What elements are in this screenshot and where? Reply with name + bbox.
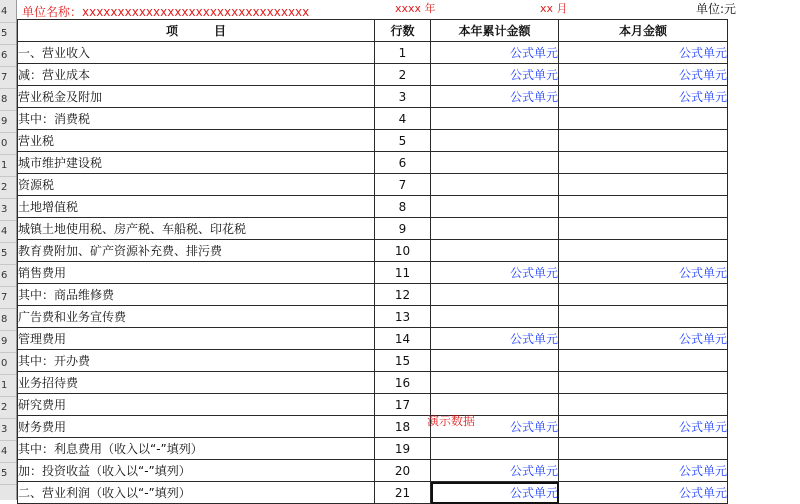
table-row — [18, 460, 728, 482]
row-number[interactable]: 7 — [0, 67, 16, 89]
line-no-cell[interactable]: 13 — [375, 306, 431, 328]
table-row — [18, 108, 728, 130]
row-number[interactable]: 9 — [0, 331, 16, 353]
table-row — [18, 438, 728, 460]
month-amount-cell[interactable] — [559, 240, 728, 262]
table-row — [18, 394, 728, 416]
line-no-cell[interactable]: 16 — [375, 372, 431, 394]
table-row — [18, 196, 728, 218]
item-cell[interactable]: 减：营业成本 — [18, 64, 375, 86]
ytd-amount-cell[interactable] — [431, 350, 559, 372]
row-number[interactable]: 2 — [0, 177, 16, 199]
line-no-cell[interactable]: 17 — [375, 394, 431, 416]
ytd-amount-cell[interactable]: 公式单元 — [431, 42, 559, 64]
row-number-column — [0, 0, 17, 500]
header-item[interactable]: 项 目 — [18, 20, 375, 42]
ytd-amount-cell[interactable]: 公式单元 — [431, 64, 559, 86]
ytd-amount-cell[interactable]: 公式单元 — [431, 262, 559, 284]
item-cell[interactable]: 一、营业收入 — [18, 42, 375, 64]
item-cell[interactable]: 其中：消费税 — [18, 108, 375, 130]
item-cell[interactable]: 其中：利息费用（收入以“-”填列） — [18, 438, 375, 460]
item-cell[interactable]: 广告费和业务宣传费 — [18, 306, 375, 328]
table-header-row — [18, 20, 728, 42]
report-header — [17, 0, 800, 20]
row-number[interactable]: 2 — [0, 397, 16, 419]
report-month[interactable]: xx 月 — [540, 2, 568, 15]
ytd-amount-cell[interactable] — [431, 108, 559, 130]
month-amount-cell[interactable] — [559, 438, 728, 460]
ytd-amount-cell[interactable] — [431, 130, 559, 152]
month-amount-cell[interactable]: 公式单元 — [559, 328, 728, 350]
ytd-amount-cell[interactable] — [431, 152, 559, 174]
item-cell[interactable]: 资源税 — [18, 174, 375, 196]
month-amount-cell[interactable] — [559, 306, 728, 328]
ytd-amount-cell[interactable] — [431, 372, 559, 394]
currency-unit: 单位:元 — [696, 2, 737, 16]
row-number[interactable]: 5 — [0, 463, 16, 485]
table-row — [18, 328, 728, 350]
line-no-cell[interactable]: 15 — [375, 350, 431, 372]
row-number[interactable]: 0 — [0, 353, 16, 375]
row-number[interactable]: 4 — [0, 441, 16, 463]
header-line-no[interactable]: 行数 — [375, 20, 431, 42]
line-no-cell[interactable]: 10 — [375, 240, 431, 262]
month-amount-cell[interactable] — [559, 196, 728, 218]
table-row — [18, 42, 728, 64]
item-cell[interactable]: 业务招待费 — [18, 372, 375, 394]
line-no-cell[interactable]: 18 — [375, 416, 431, 438]
ytd-amount-cell[interactable] — [431, 438, 559, 460]
item-cell[interactable]: 其中：开办费 — [18, 350, 375, 372]
ytd-amount-cell[interactable]: 公式单元 — [431, 482, 559, 504]
line-no-cell[interactable]: 3 — [375, 86, 431, 108]
line-no-cell[interactable]: 19 — [375, 438, 431, 460]
row-number[interactable]: 7 — [0, 287, 16, 309]
month-amount-cell[interactable] — [559, 174, 728, 196]
table-row — [18, 152, 728, 174]
table-row — [18, 416, 728, 438]
month-amount-cell[interactable] — [559, 350, 728, 372]
item-cell[interactable]: 城镇土地使用税、房产税、车船税、印花税 — [18, 218, 375, 240]
item-cell[interactable]: 销售费用 — [18, 262, 375, 284]
row-number[interactable]: 8 — [0, 309, 16, 331]
header-ytd[interactable]: 本年累计金额 — [431, 20, 559, 42]
ytd-amount-cell[interactable]: 公式单元 — [431, 328, 559, 350]
table-row — [18, 64, 728, 86]
ytd-amount-cell[interactable]: 公式单元 — [431, 86, 559, 108]
month-amount-cell[interactable] — [559, 372, 728, 394]
line-no-cell[interactable]: 21 — [375, 482, 431, 504]
ytd-amount-cell[interactable] — [431, 174, 559, 196]
row-number[interactable]: 8 — [0, 89, 16, 111]
report-year[interactable]: xxxx 年 — [395, 2, 436, 15]
month-amount-cell[interactable] — [559, 394, 728, 416]
month-amount-cell[interactable] — [559, 130, 728, 152]
demo-data-note: 演示数据 — [427, 414, 476, 428]
line-no-cell[interactable]: 11 — [375, 262, 431, 284]
row-number[interactable]: 1 — [0, 155, 16, 177]
table-row — [18, 306, 728, 328]
month-amount-cell[interactable]: 公式单元 — [559, 64, 728, 86]
ytd-amount-cell[interactable] — [431, 240, 559, 262]
ytd-amount-cell[interactable] — [431, 284, 559, 306]
ytd-amount-cell[interactable]: 公式单元 — [431, 460, 559, 482]
month-amount-cell[interactable]: 公式单元 — [559, 262, 728, 284]
row-number[interactable]: 1 — [0, 375, 16, 397]
row-number[interactable]: 9 — [0, 111, 16, 133]
line-no-cell[interactable]: 7 — [375, 174, 431, 196]
table-row — [18, 240, 728, 262]
row-number[interactable]: 3 — [0, 419, 16, 441]
line-no-cell[interactable]: 4 — [375, 108, 431, 130]
item-cell[interactable]: 营业税金及附加 — [18, 86, 375, 108]
item-cell[interactable]: 教育费附加、矿产资源补充费、排污费 — [18, 240, 375, 262]
item-cell[interactable]: 二、营业利润（收入以“-”填列） — [18, 482, 375, 504]
table-row — [18, 86, 728, 108]
ytd-amount-cell[interactable] — [431, 306, 559, 328]
table-row — [18, 372, 728, 394]
line-no-cell[interactable]: 1 — [375, 42, 431, 64]
row-number[interactable]: 5 — [0, 23, 16, 45]
table-row — [18, 130, 728, 152]
row-number[interactable]: 6 — [0, 265, 16, 287]
line-no-cell[interactable]: 6 — [375, 152, 431, 174]
row-number[interactable]: 4 — [0, 1, 16, 23]
month-amount-cell[interactable]: 公式单元 — [559, 86, 728, 108]
item-cell[interactable]: 土地增值税 — [18, 196, 375, 218]
month-amount-cell[interactable] — [559, 108, 728, 130]
income-statement-table — [17, 19, 728, 504]
row-number[interactable]: 0 — [0, 133, 16, 155]
ytd-amount-cell[interactable]: 公式单元 — [431, 416, 559, 438]
table-row — [18, 284, 728, 306]
ytd-amount-cell[interactable] — [431, 218, 559, 240]
month-amount-cell[interactable]: 公式单元 — [559, 482, 728, 504]
item-cell[interactable]: 营业税 — [18, 130, 375, 152]
item-cell[interactable]: 城市维护建设税 — [18, 152, 375, 174]
month-amount-cell[interactable] — [559, 218, 728, 240]
item-cell[interactable]: 管理费用 — [18, 328, 375, 350]
line-no-cell[interactable]: 2 — [375, 64, 431, 86]
month-amount-cell[interactable] — [559, 152, 728, 174]
line-no-cell[interactable]: 9 — [375, 218, 431, 240]
item-cell[interactable]: 其中：商品维修费 — [18, 284, 375, 306]
unit-name[interactable]: 单位名称：xxxxxxxxxxxxxxxxxxxxxxxxxxxxxxxx — [22, 5, 310, 19]
month-amount-cell[interactable]: 公式单元 — [559, 42, 728, 64]
table-row — [18, 482, 728, 504]
row-number[interactable]: 4 — [0, 221, 16, 243]
table-row — [18, 350, 728, 372]
line-no-cell[interactable]: 20 — [375, 460, 431, 482]
month-amount-cell[interactable] — [559, 284, 728, 306]
month-amount-cell[interactable]: 公式单元 — [559, 416, 728, 438]
header-month[interactable]: 本月金额 — [559, 20, 728, 42]
line-no-cell[interactable]: 14 — [375, 328, 431, 350]
month-amount-cell[interactable]: 公式单元 — [559, 460, 728, 482]
line-no-cell[interactable]: 8 — [375, 196, 431, 218]
item-cell[interactable]: 加：投资收益（收入以“-”填列） — [18, 460, 375, 482]
table-row — [18, 262, 728, 284]
table-row — [18, 174, 728, 196]
item-cell[interactable]: 财务费用 — [18, 416, 375, 438]
item-cell[interactable]: 研究费用 — [18, 394, 375, 416]
ytd-amount-cell[interactable] — [431, 196, 559, 218]
line-no-cell[interactable]: 5 — [375, 130, 431, 152]
row-number[interactable]: 6 — [0, 45, 16, 67]
row-number[interactable]: 3 — [0, 199, 16, 221]
row-number[interactable]: 5 — [0, 243, 16, 265]
line-no-cell[interactable]: 12 — [375, 284, 431, 306]
table-row — [18, 218, 728, 240]
